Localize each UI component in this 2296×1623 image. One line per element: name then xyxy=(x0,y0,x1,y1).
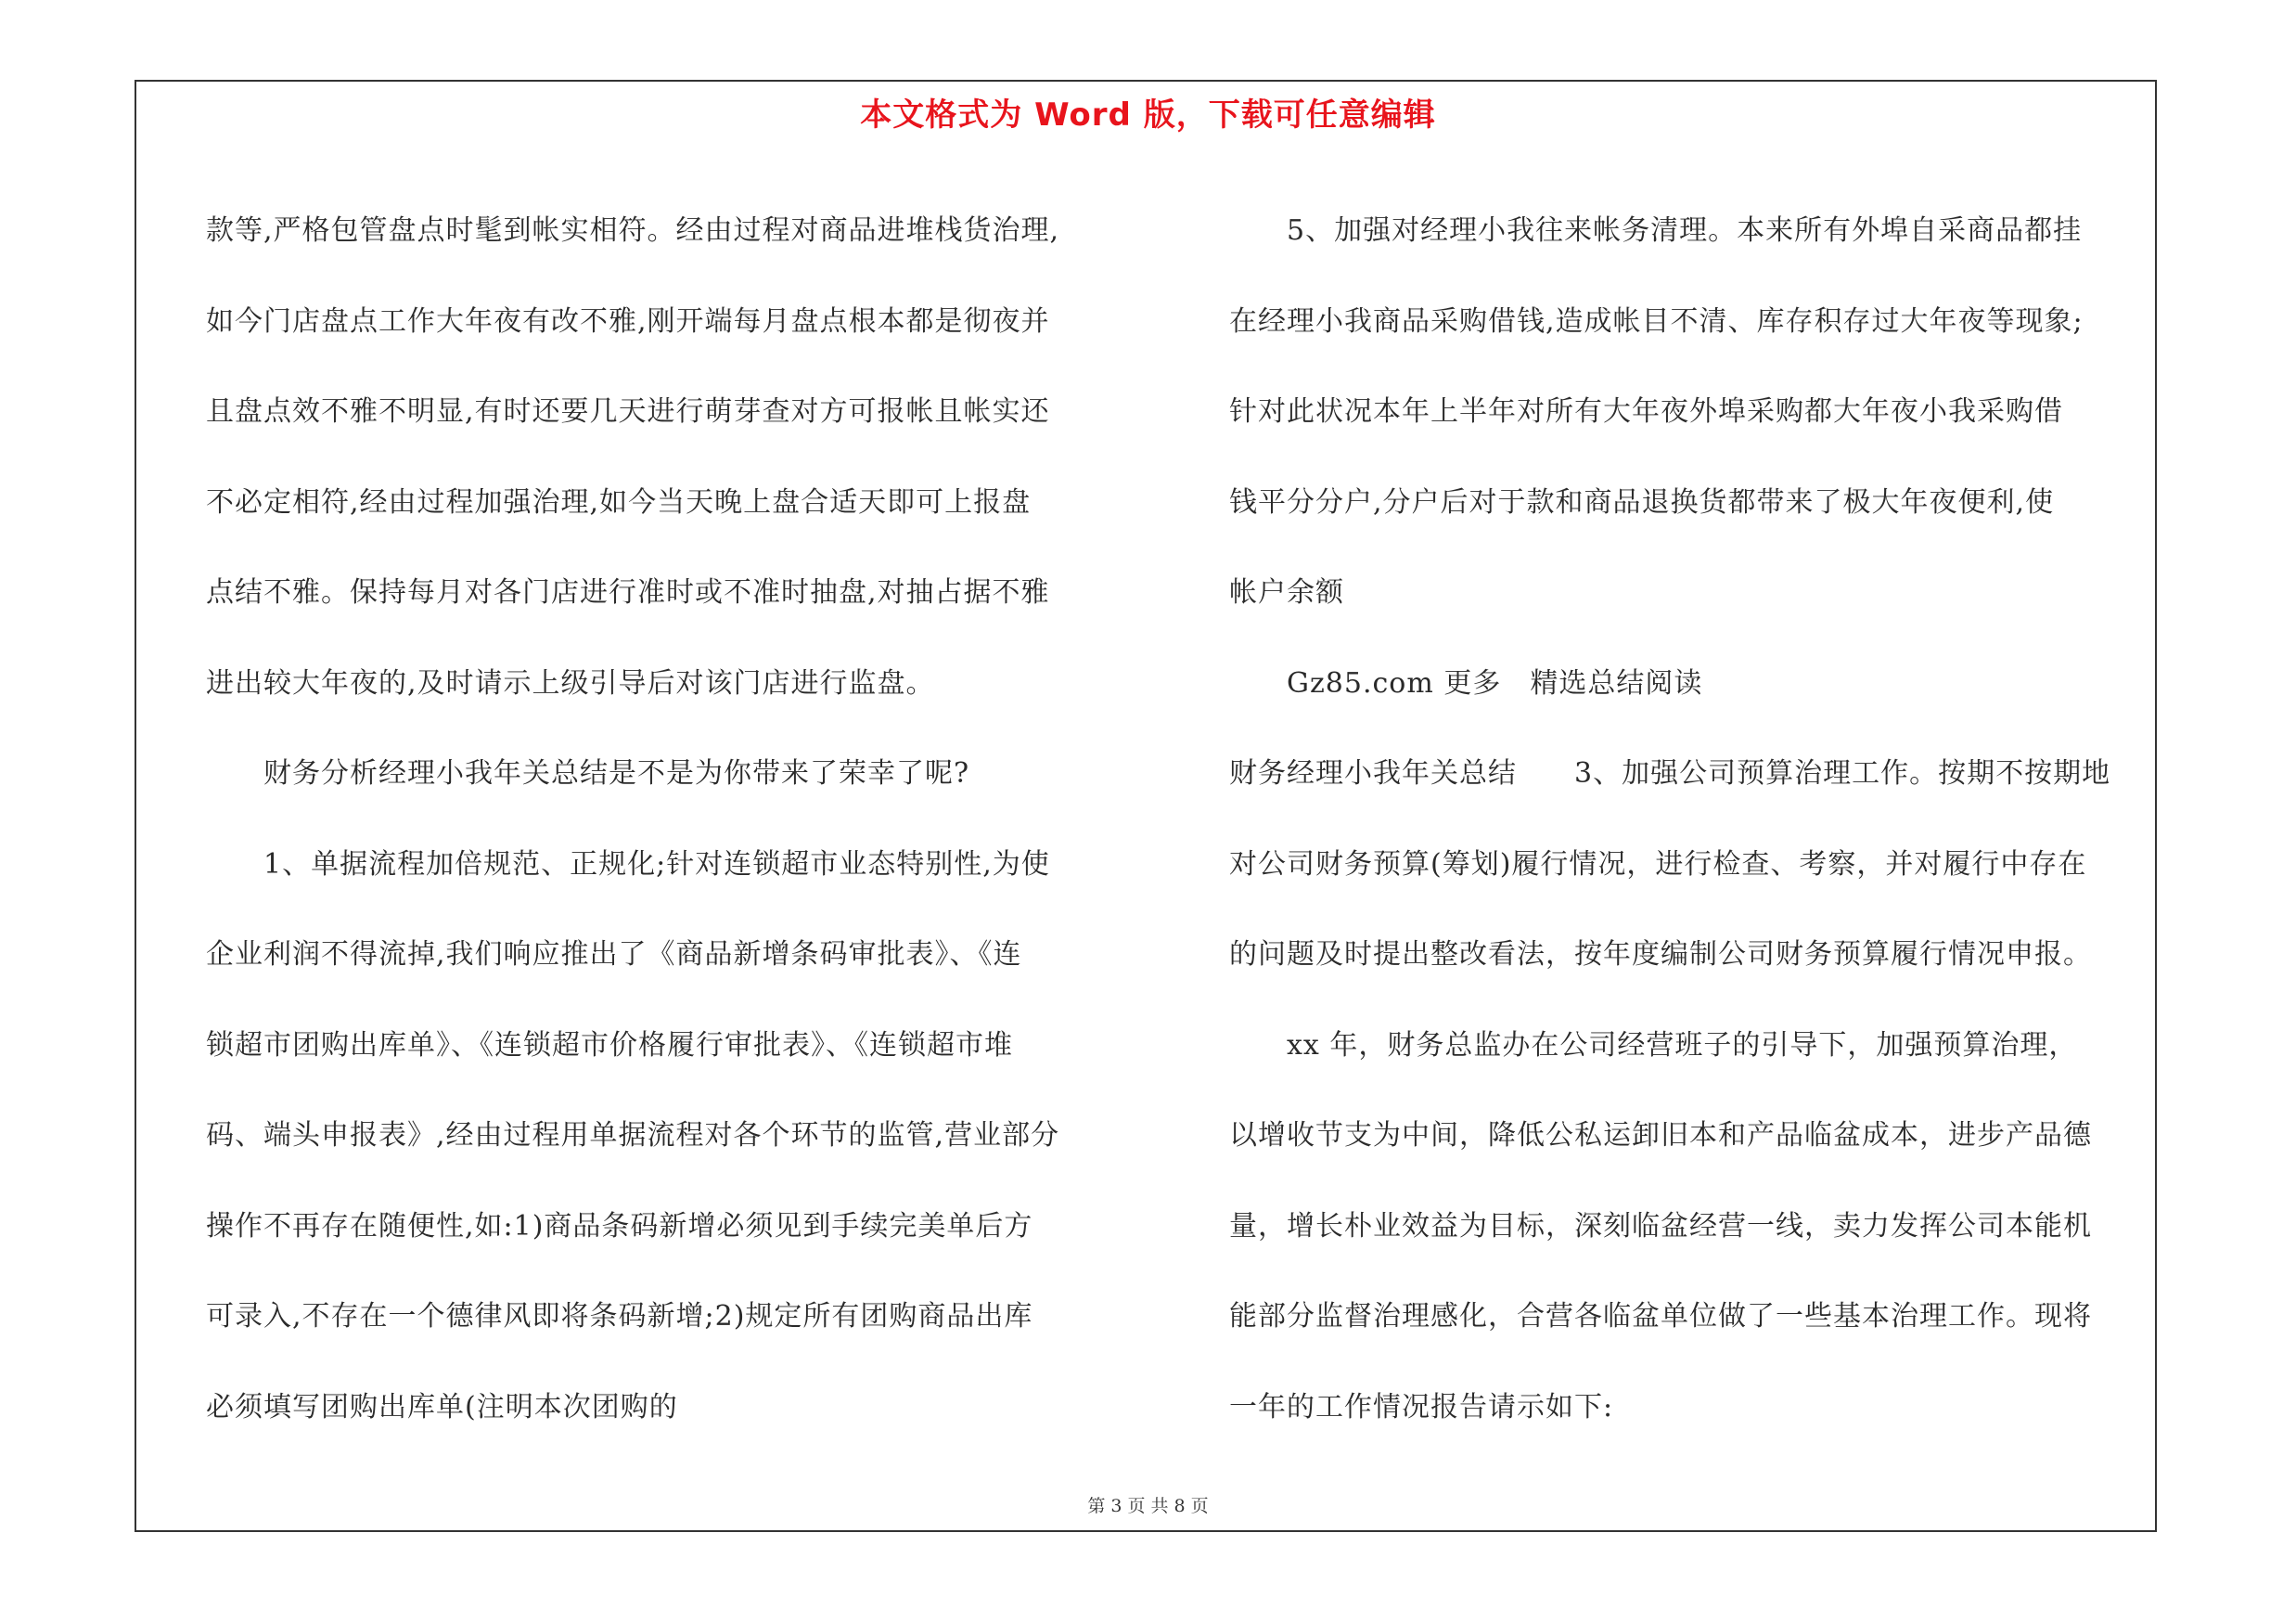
paragraph-line: Gz85.com 更多 精选总结阅读 xyxy=(1229,666,1703,700)
paragraph-line: 能部分监督治理感化，合营各临盆单位做了一些基本治理工作。现将 xyxy=(1229,1300,2092,1333)
paragraph-line: 5、加强对经理小我往来帐务清理。本来所有外埠自采商品都挂 xyxy=(1229,214,2083,247)
page-number-footer: 第 3 页 共 8 页 xyxy=(1087,1496,1209,1516)
paragraph-line: 针对此状况本年上半年对所有大年夜外埠采购都大年夜小我采购借 xyxy=(1229,395,2063,428)
paragraph-line: 钱平分分户,分户后对于款和商品退换货都带来了极大年夜便利,使 xyxy=(1229,485,2055,519)
paragraph-line: 操作不再存在随便性,如:1)商品条码新增必须见到手续完美单后方 xyxy=(206,1209,1033,1243)
paragraph-line: 财务经理小我年关总结 3、加强公司预算治理工作。按期不按期地 xyxy=(1229,757,2111,790)
paragraph-line: 锁超市团购出库单》、《连锁超市价格履行审批表》、《连锁超市堆 xyxy=(206,1028,1013,1062)
paragraph-line: 码、端头申报表》,经由过程用单据流程对各个环节的监管,营业部分 xyxy=(206,1119,1060,1152)
paragraph-line: 可录入,不存在一个德律风即将条码新增;2)规定所有团购商品出库 xyxy=(206,1300,1033,1333)
paragraph-line: 且盘点效不雅不明显,有时还要几天进行萌芽查对方可报帐且帐实还 xyxy=(206,395,1050,428)
paragraph-line: 点结不雅。保持每月对各门店进行准时或不准时抽盘,对抽占据不雅 xyxy=(206,576,1050,609)
paragraph-line: 如今门店盘点工作大年夜有改不雅,刚开端每月盘点根本都是彻夜并 xyxy=(206,304,1050,338)
paragraph-line: 帐户余额 xyxy=(1229,576,1344,609)
paragraph-line: 不必定相符,经由过程加强治理,如今当天晚上盘合适天即可上报盘 xyxy=(206,485,1032,519)
paragraph-line: 量，增长朴业效益为目标，深刻临盆经营一线，卖力发挥公司本能机 xyxy=(1229,1209,2092,1243)
paragraph-line: 以增收节支为中间，降低公私运卸旧本和产品临盆成本，进步产品德 xyxy=(1229,1119,2092,1152)
paragraph-line: 的问题及时提出整改看法，按年度编制公司财务预算履行情况申报。 xyxy=(1229,938,2092,971)
right-text-column xyxy=(1229,186,2175,1452)
paragraph-line: 企业利润不得流掉,我们响应推出了《商品新增条码审批表》、《连 xyxy=(206,938,1022,971)
left-text-column xyxy=(206,186,1152,1452)
paragraph-line: 必须填写团购出库单(注明本次团购的 xyxy=(206,1390,678,1423)
paragraph-line: 对公司财务预算(筹划)履行情况，进行检查、考察，并对履行中存在 xyxy=(1229,847,2087,881)
header-banner: 本文格式为 Word 版，下载可任意编辑 xyxy=(860,97,1436,134)
paragraph-line: 1、单据流程加倍规范、正规化;针对连锁超市业态特别性,为使 xyxy=(206,847,1050,881)
paragraph-line: 进出较大年夜的,及时请示上级引导后对该门店进行监盘。 xyxy=(206,666,935,700)
paragraph-line: 财务分析经理小我年关总结是不是为你带来了荣幸了呢? xyxy=(206,757,970,790)
paragraph-line: 在经理小我商品采购借钱,造成帐目不清、库存积存过大年夜等现象; xyxy=(1229,304,2084,338)
paragraph-line: 一年的工作情况报告请示如下: xyxy=(1229,1390,1614,1423)
paragraph-line: xx 年，财务总监办在公司经营班子的引导下，加强预算治理， xyxy=(1229,1028,2078,1062)
paragraph-line: 款等,严格包管盘点时髦到帐实相符。经由过程对商品进堆栈货治理, xyxy=(206,214,1060,247)
